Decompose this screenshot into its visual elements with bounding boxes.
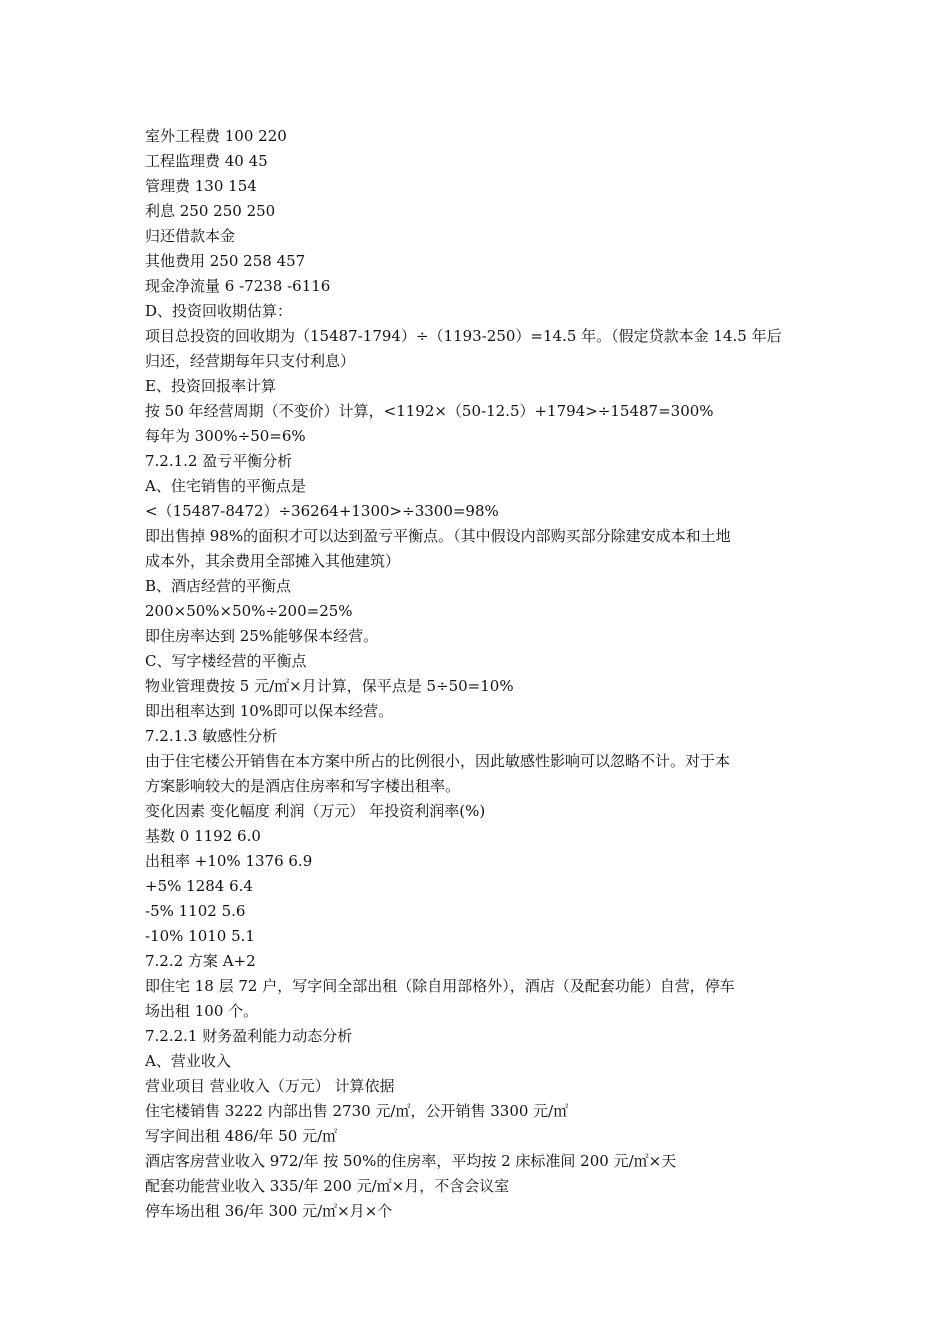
text-line: 利息 250 250 250	[145, 202, 276, 220]
text-line: 管理费 130 154	[145, 177, 257, 195]
text-line: 即出售掉 98%的面积才可以达到盈亏平衡点。（其中假设内部购买部分除建安成本和土地	[145, 527, 731, 545]
text-line: 室外工程费 100 220	[145, 127, 287, 145]
text-line: 物业管理费按 5 元/㎡×月计算，保平点是 5÷50=10%	[145, 677, 514, 695]
text-line: 场出租 100 个。	[145, 1002, 259, 1020]
text-line: 200×50%×50%÷200=25%	[145, 602, 353, 620]
table-header: 变化因素 变化幅度 利润（万元） 年投资利润率(%)	[145, 802, 486, 820]
table-row: 停车场出租 36/年 300 元/㎡×月×个	[145, 1202, 393, 1220]
text-line: 其他费用 250 258 457	[145, 252, 306, 270]
text-line: 即出租率达到 10%即可以保本经营。	[145, 702, 394, 720]
text-line: 工程监理费 40 45	[145, 152, 268, 170]
section-heading: A、住宅销售的平衡点是	[145, 477, 306, 495]
text-line: 归还，经营期每年只支付利息）	[145, 352, 356, 370]
section-heading: B、酒店经营的平衡点	[145, 577, 292, 595]
table-row: -5% 1102 5.6	[145, 902, 246, 920]
text-line: 方案影响较大的是酒店住房率和写字楼出租率。	[145, 777, 461, 795]
text-line: 项目总投资的回收期为（15487-1794）÷（1193-250）=14.5 年。（假定贷款本金 14.5 年后	[145, 327, 782, 345]
table-row: +5% 1284 6.4	[145, 877, 253, 895]
table-header: 营业项目 营业收入（万元） 计算依据	[145, 1077, 395, 1095]
text-line: 由于住宅楼公开销售在本方案中所占的比例很小，因此敏感性影响可以忽略不计。对于本	[145, 752, 731, 770]
table-row: 写字间出租 486/年 50 元/㎡	[145, 1127, 338, 1145]
table-row: 住宅楼销售 3222 内部出售 2730 元/㎡，公开销售 3300 元/㎡	[145, 1102, 569, 1120]
text-line: 归还借款本金	[145, 227, 236, 245]
table-row: 基数 0 1192 6.0	[145, 827, 261, 845]
table-row: -10% 1010 5.1	[145, 927, 255, 945]
text-line: 成本外，其余费用全部摊入其他建筑）	[145, 552, 401, 570]
text-line: <（15487-8472）÷36264+1300>÷3300=98%	[145, 502, 499, 520]
text-line: 按 50 年经营周期（不变价）计算，<1192×（50-12.5）+1794>÷15487=300%	[145, 402, 714, 420]
section-heading: A、营业收入	[145, 1052, 231, 1070]
text-line: 即住宅 18 层 72 户，写字间全部出租（除自用部格外），酒店（及配套功能）自营，停车	[145, 977, 735, 995]
section-heading: 7.2.2.1 财务盈利能力动态分析	[145, 1027, 353, 1045]
text-line: 每年为 300%÷50=6%	[145, 427, 306, 445]
table-row: 酒店客房营业收入 972/年 按 50%的住房率，平均按 2 床标准间 200 元/㎡×天	[145, 1152, 677, 1170]
section-heading: 7.2.1.2 盈亏平衡分析	[145, 452, 293, 470]
section-heading: D、投资回收期估算：	[145, 302, 293, 320]
text-line: 现金净流量 6 -7238 -6116	[145, 277, 331, 295]
table-row: 出租率 +10% 1376 6.9	[145, 852, 313, 870]
section-heading: E、投资回报率计算	[145, 377, 276, 395]
table-row: 配套功能营业收入 335/年 200 元/㎡×月，不含会议室	[145, 1177, 510, 1195]
section-heading: 7.2.2 方案 A+2	[145, 952, 256, 970]
section-heading: C、写字楼经营的平衡点	[145, 652, 307, 670]
document-body	[145, 124, 810, 1224]
section-heading: 7.2.1.3 敏感性分析	[145, 727, 278, 745]
text-line: 即住房率达到 25%能够保本经营。	[145, 627, 379, 645]
